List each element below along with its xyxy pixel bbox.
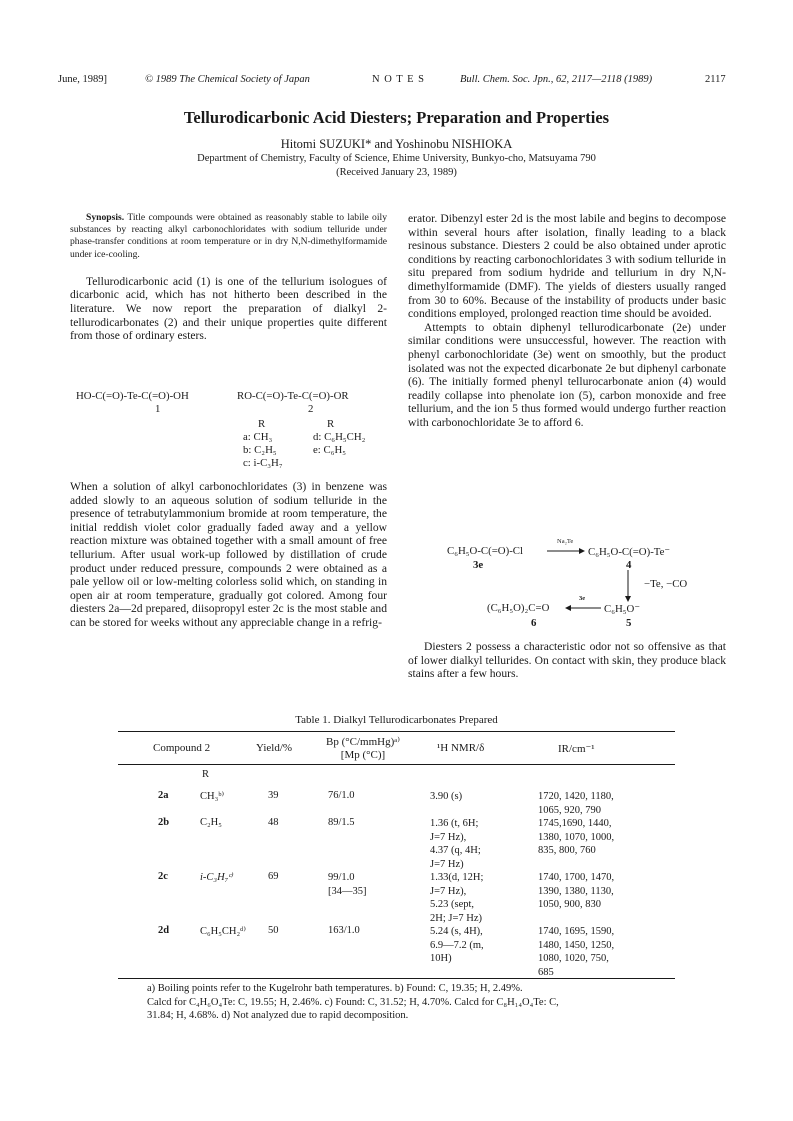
scheme1-c: c: i-C₃H₇ [243,457,283,469]
table-r-header: R [202,769,210,780]
table-row-2b-ir-line: 1380, 1070, 1000, [538,831,615,843]
scheme1-acid: HO-C(=O)-Te-C(=O)-OH [76,390,189,402]
table-row-2d-ir-line: 1080, 1020, 750, [538,953,609,964]
scheme2-product: (C₆H₅O)₂C=O [487,602,550,614]
table-row-2d-ir-line: 1740, 1695, 1590, [538,926,615,937]
table-row-2a-nmr [430,790,462,804]
table-header-bp: Bp (°C/mmHg)ᵃ⁾ [326,736,400,748]
table-row-2d-ir-line: 1480, 1450, 1250, [538,939,615,951]
table-row-2c-nmr-line: 2H; J=7 Hz) [430,912,482,924]
table-row-2b-nmr-line: 4.37 (q, 4H; [430,845,481,856]
table-row-2a-id: 2a [158,790,169,801]
scheme2-label-5: 5 [626,617,632,629]
left-paragraph-1: Tellurodicarbonic acid (1) is one of the tellurium isologues of dicarbonic acid, which has not hitherto been described in the literature. We now report the preparation of dialkyl 2-tellurodicarbonates (2) and their unique properties quite different from those of ordinary esters. [70,274,387,343]
table-header-yield: Yield/% [256,742,293,754]
table-row-2c-r: i-C₃H₇ᶜ⁾ [200,872,234,883]
table-row-2b-ir [538,817,614,858]
scheme1-a: a: CH₃ [243,431,273,443]
table-row-2b-bp: 89/1.5 [328,817,355,828]
scheme1-b: b: C₂H₅ [243,444,277,456]
scheme2-reactant: C₆H₅O-C(=O)-Cl [447,545,523,557]
table-row-2c-nmr-line: 5.23 (sept, [430,899,475,910]
table-row-2d-nmr-line: 5.24 (s, 4H), [430,926,483,937]
scheme2-reagent2: 3e [579,595,586,602]
scheme2-loss: −Te, −CO [644,578,688,590]
table-row-2c-bp-mp [328,871,367,898]
table-row-2d-id: 2d [158,925,170,936]
header-date: June, 1989] [58,74,107,85]
table-row-2b-yield: 48 [268,817,279,828]
table-row-2d-ir-line: 685 [538,966,554,978]
table-caption: Table 1. Dialkyl Tellurodicarbonates Prepared [295,714,498,726]
table-row-2d-r: C₆H₅CH₂ᵈ⁾ [200,926,246,937]
table-footnote-line: 31.84; H, 4.68%. d) Not analyzed due to rapid decomposition. [147,1010,409,1022]
table-row-2b-nmr-line: J=7 Hz), [430,831,467,843]
table-footnote-line: Calcd for C₄H₆O₄Te: C, 19.55; H, 2.46%. c) Found: C, 31.52; H, 4.70%. Calcd for C₈H₁₄O₄Te: C, [147,996,559,1008]
table-header-nmr: ¹H NMR/δ [437,742,485,754]
left-column-lower [70,480,387,630]
table-row-2a-ir-line: 1065, 920, 790 [538,804,601,816]
right-paragraph-2: Attempts to obtain diphenyl tellurodicarbonate (2e) under similar conditions were unsuccessful, however. The reaction with phenyl carbonochloridate (3e) went on smoothly, but the product isolated was not the expected dicarbonate 2e but diphenyl carbonate (6). The initially formed phenyl tellurocarbonate anion (4) would readily collapse into phenolate ion (5), carbon monoxide and free tellurium, and the ion 5 thus formed would undergo further reaction with carbonochloridate 3e to afford 6. [408,320,726,429]
table-row-2c-ir-line: 1050, 900, 830 [538,899,601,910]
header-section: N O T E S [372,74,425,85]
table-row-2d-nmr [430,925,484,966]
scheme2-label-3e: 3e [473,559,484,571]
table-row-2c-yield: 69 [268,871,279,882]
scheme1-r-head-1: R [258,418,266,430]
scheme1-acid-label: 1 [155,403,161,415]
table-row-2d-nmr-line: 10H) [430,953,452,964]
scheme1-d: d: C₆H₅CH₂ [313,431,366,443]
right-paragraph-1: erator. Dibenzyl ester 2d is the most labile and begins to decompose within several hours after isolation, finally leading to a black resinous substance. Diesters 2 could be also obtained under aprotic conditions by reacting carbonochloridates 3 with sodium telluride in situ prepared from sodium hydride and tellurium in dry N,N-dimethylformamide (DMF). The yields of diesters usually ranged from 30 to 60%. Because of the instability of products under basic conditions employed, prolonged reaction time should be avoided. [408,212,726,321]
scheme1-ester-label: 2 [308,403,314,415]
scheme2-arrow-right [545,546,585,556]
table-row-2b-nmr [430,817,481,871]
table-row-2c-ir-line: 1740, 1700, 1470, [538,872,615,883]
table-row-2d-bp: 163/1.0 [328,925,360,936]
table-rule-bottom [118,978,675,979]
synopsis-text: Title compounds were obtained as reasonably stable to labile oily substances by reacting alkyl carbonochloridates with sodium telluride under phase-transfer conditions at room temperature or in dry N,N-dimethylformamide under ice-cooling. [70,212,387,260]
table-row-2d-yield: 50 [268,925,279,936]
header-page-number: 2117 [705,74,726,85]
header-copyright: © 1989 The Chemical Society of Japan [145,74,310,85]
table-row-2b-r: C₂H₅ [200,817,222,828]
scheme1-e: e: C₆H₅ [313,444,347,456]
table-rule-top [118,731,675,732]
table-row-2b-ir-line: 835, 800, 760 [538,845,596,856]
table-row-2a-yield: 39 [268,790,279,801]
table-row-2a-ir-line: 1720, 1420, 1180, [538,791,614,802]
table-row-2b-id: 2b [158,817,170,828]
received-date: (Received January 23, 1989) [336,167,457,178]
table-header-mp: [Mp (°C)] [340,749,386,761]
authors: Hitomi SUZUKI* and Yoshinobu NISHIOKA [280,137,513,151]
right-column [408,212,726,430]
scheme2-arrow-left [565,603,603,613]
right-paragraph-3: Diesters 2 possess a characteristic odor not so offensive as that of lower dialkyl tellurides. On contact with skin, they produce black stains after a few hours. [408,640,726,681]
table-row-2c-nmr-line: J=7 Hz), [430,885,467,897]
table-row-2a-nmr-line: 3.90 (s) [430,791,463,802]
table-row-2b-nmr-line: 1.36 (t, 6H; [430,818,479,829]
table-row-2d-nmr-line: 6.9—7.2 (m, [430,939,484,951]
table-row-2b-nmr-line: J=7 Hz) [430,858,464,870]
scheme1-r-head-2: R [327,418,335,430]
table-row-2c-ir-line: 1390, 1380, 1130, [538,885,614,897]
table-row-2b-ir-line: 1745,1690, 1440, [538,818,612,829]
table-row-2d-ir [538,925,614,979]
scheme2-intermediate: C₆H₅O-C(=O)-Te⁻ [588,546,671,558]
table-row-2c-nmr-line: 1.33(d, 12H; [430,872,484,883]
synopsis [70,212,387,261]
scheme2-arrow-down [623,569,633,603]
left-paragraph-2: When a solution of alkyl carbonochloridates (3) in benzene was added slowly to an aqueous solution of sodium telluride in the presence of tetrabutylammonium bromide at room temperature, the initial reddish violet color gradually faded away and a yellow reaction mixture was obtained together with a small amount of free tellurium. After usual work-up followed by distillation of crude product under reduced pressure, compounds 2 were obtained as a pale yellow oil or low-melting colorless solid which, on standing in open air at room temperature, gradually got colored. Among four diesters 2a—2d prepared, diisopropyl ester 2c is the most stable and can be stored for weeks without any appreciable change in a refrig- [70,480,387,629]
table-rule-mid [118,764,675,765]
scheme2-label-6: 6 [531,617,537,629]
scheme1-ester: RO-C(=O)-Te-C(=O)-OR [237,390,349,402]
table-header-ir: IR/cm⁻¹ [558,743,595,755]
right-column-lower [408,640,726,681]
table-row-2a-r: CH₃ᵇ⁾ [200,791,225,802]
table-row-2c-bp: 99/1.0 [328,872,355,883]
synopsis-label: Synopsis. [86,212,125,223]
affiliation: Department of Chemistry, Faculty of Science, Ehime University, Bunkyo-cho, Matsuyama 790 [197,153,596,164]
table-row-2c-nmr [430,871,483,925]
table-row-2c-id: 2c [158,871,168,882]
left-column [70,212,387,343]
scheme2-reagent: Na₂Te [557,538,574,545]
table-row-2a-ir [538,790,614,817]
table-header-compound: Compound 2 [153,742,211,754]
header-citation: Bull. Chem. Soc. Jpn., 62, 2117—2118 (1989) [460,74,653,85]
table-row-2a-bp: 76/1.0 [328,790,355,801]
scheme2-label-4: 4 [626,559,632,571]
table-footnote-line: a) Boiling points refer to the Kugelrohr bath temperatures. b) Found: C, 19.35; H, 2.49%. [147,983,523,994]
scheme2-phenolate: C₆H₅O⁻ [604,603,641,615]
paper-title: Tellurodicarbonic Acid Diesters; Preparation and Properties [183,108,610,127]
table-row-2c-ir [538,871,614,912]
table-footnotes [147,982,707,1023]
table-row-2c-mp: [34—35] [328,885,367,897]
